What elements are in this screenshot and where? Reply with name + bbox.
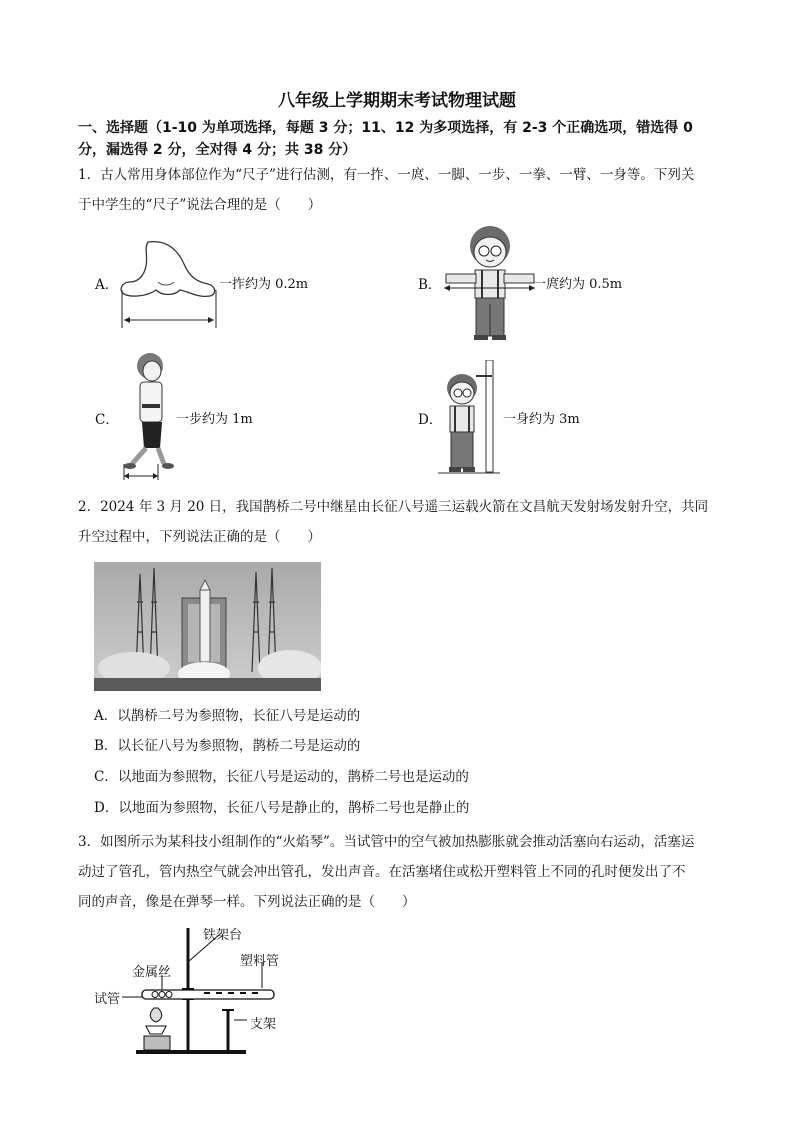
section-heading-line2: 分，漏选得 2 分，全对得 4 分；共 38 分） bbox=[78, 142, 357, 158]
label-plastic-tube: 塑料管 bbox=[240, 954, 280, 969]
label-test-tube: 试管 bbox=[94, 992, 121, 1007]
question-2-line1: 2．2024 年 3 月 20 日，我国鹊桥二号中继星由长征八号遥三运载火箭在文昌航天发射场发射升空，共同 bbox=[78, 499, 709, 515]
question-2-stem bbox=[78, 492, 750, 552]
q1-option-d-caption: 一身约为 3m bbox=[503, 412, 580, 427]
height-measure-figure bbox=[438, 360, 503, 476]
q1-option-b-letter: B． bbox=[418, 277, 442, 293]
q1-option-c-caption: 一步约为 1m bbox=[176, 412, 253, 427]
label-metal-wire: 金属丝 bbox=[132, 965, 172, 980]
section-heading bbox=[78, 117, 748, 161]
q1-option-c-letter: C． bbox=[95, 412, 119, 428]
question-3-line3: 同的声音，像是在弹琴一样。下列说法正确的是（ ） bbox=[78, 894, 416, 910]
question-3-line2: 动过了管孔，管内热空气就会冲出管孔，发出声音。在活塞堵住或松开塑料管上不同的孔时便发出了不 bbox=[78, 864, 686, 880]
question-1-line2: 于中学生的“尺子”说法合理的是（ ） bbox=[78, 197, 322, 213]
walking-step-figure bbox=[118, 352, 180, 482]
arm-span-boy-figure bbox=[442, 224, 537, 342]
label-support: 支架 bbox=[250, 1017, 277, 1032]
q2-option-a: A．以鹊桥二号为参照物，长征八号是运动的 bbox=[94, 708, 361, 724]
section-heading-line1: 一、选择题（1-10 为单项选择，每题 3 分；11、12 为多项选择，有 2-3 个正确选项，错选得 0 bbox=[78, 120, 693, 136]
page-title: 八年级上学期期末考试物理试题 bbox=[278, 91, 516, 111]
question-1-stem bbox=[78, 160, 750, 220]
q2-option-d: D．以地面为参照物，长征八号是静止的，鹊桥二号也是静止的 bbox=[94, 800, 470, 816]
hand-span-figure bbox=[118, 238, 223, 330]
question-3-stem bbox=[78, 827, 750, 917]
label-iron-stand: 铁架台 bbox=[203, 928, 243, 943]
flame-harp-diagram bbox=[92, 920, 302, 1060]
q1-option-d-letter: D． bbox=[418, 412, 443, 428]
rocket-launch-photo bbox=[94, 562, 321, 691]
q1-option-a-letter: A． bbox=[95, 277, 119, 293]
question-1-line1: 1．古人常用身体部位作为“尺子”进行估测，有一拃、一庹、一脚、一步、一拳、一臂、一身等。下列关 bbox=[78, 167, 695, 183]
q2-option-c: C．以地面为参照物，长征八号是运动的，鹊桥二号也是运动的 bbox=[94, 769, 469, 785]
question-3-line1: 3．如图所示为某科技小组制作的“火焰琴”。当试管中的空气被加热膨胀就会推动活塞向右运动，活塞运 bbox=[78, 834, 695, 850]
q1-option-b-caption: 一庹约为 0.5m bbox=[533, 277, 623, 292]
question-2-line2: 升空过程中，下列说法正确的是（ ） bbox=[78, 529, 321, 545]
q2-option-b: B．以长征八号为参照物，鹊桥二号是运动的 bbox=[94, 738, 361, 754]
q1-option-a-caption: 一拃约为 0.2m bbox=[219, 277, 309, 292]
